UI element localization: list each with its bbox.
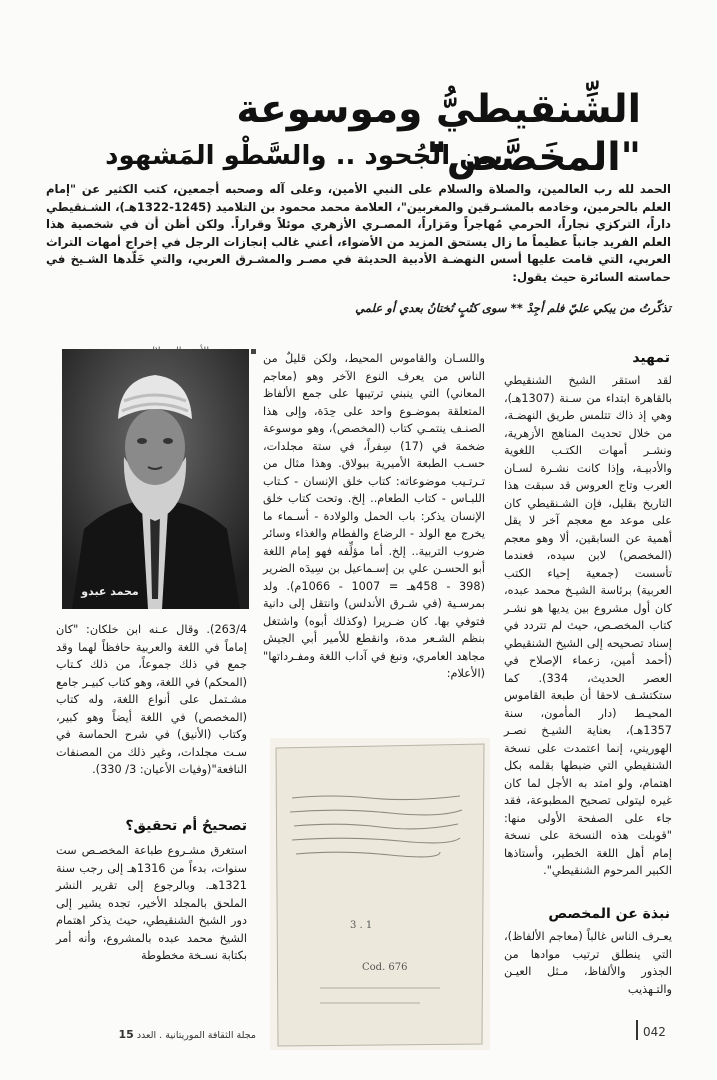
tashih-text: استغرق مشـروع طباعة المخصـص ست سنوات، بدءاً من 1316هـ إلى رجب سنة 1321هـ. وبالرجوع إلى تقرير النشر الملحق بالمجلد الأخير، تجده يشير إلى دور الشيخ الشنقيطي، حيث يذكر اهتمام الشيخ محمد عبده بالمشروع، وأنه أمر بكتابة نسـخة مخطوطة bbox=[56, 844, 247, 962]
column-middle bbox=[263, 350, 485, 735]
manuscript-code: Cod. 676 bbox=[362, 962, 408, 973]
poem-verse: تذكّرتُ من يبكي عليّ فلم أجِدْ ** سوى كتُبٍ تُختانُ بعدي أو علمي bbox=[355, 301, 671, 315]
footer-magazine bbox=[56, 1028, 256, 1041]
section-heading-tashih: تصحيحُ أم تحقيق؟ bbox=[125, 818, 247, 834]
tamheed-text: لقد استقر الشيخ الشنقيطي بالقاهرة ابتداء من سـنة (1307هـ)، وهي إذ ذاك تتلمس طريق النهضـة، من خلال تحديث المناهج الأزهرية، ونشـر أمهات الكتـب اللغوية والأدبيـة، وإذا كانت نشـرة لسـان العرب وتاج العروس قد سبقت هذا التاريخ بقليل، فإن الشـنقيطي كان على موعد مع معجم آخر لا يقل أهمية عن السابقين، ألا وهو معجم (المخصص) لابن سيده، فعندما تأسست (جمعية إحياء الكتب العربية) برئاسة الشيـخ محمد عبده، كان أول مشروع بين يديها هو نشـر كتاب المخصـص، حيث لم تتردد في إسناد تصحيحه إلى الشيخ الشنقيطي (أحمد أمين، زعماء الإصلاح في العصر الحديث، 334). كما ستكتشـف لاحقا أن طبعة القاموس المحيـط (دار المأمون، سنة 1357هـ)، بعناية الشيـخ نصـر الهوريني، إنما اعتمدت على نسخة الشنقيطي التي ضبطها بقلمه بكل اهتمام، ولو امتد به الأجل لما كان غيره ليتولى تصحيح المطبوعة، فقد جاء على الصفحة الأولى منها: "قوبلت هذه النسخة على نسخة إمام أهل اللغة الخطير، وأستاذها الكبير المرحوم الشنقيطي". bbox=[504, 374, 672, 877]
portrait-photo bbox=[62, 349, 249, 609]
section-heading-tamheed: تمهيد bbox=[632, 350, 670, 366]
intro-paragraph: الحمد لله رب العالمين، والصلاة والسلام على النبي الأمين، وعلى آله وصحبه أجمعين، كتب الكثير عن "إمام العلم بالحرمين، وخادمه بالمشـرقين والمغربين"، العلامة محمد محمود بن التلاميد (1245-1322هـ)، الشـنقيطي داراً، التركزي نجاراً، الحرمي مُهاجراً ومَزاراً، المصـري الأزهري موئلاً وقراراً. ولكن أظن أن في شخصية هذا العلم الفريد جانباً عظيماً ما زال يستحق المزيد من الأضواء، أعني غالب إنجازات الرجل في إخراج أمهات التراث العربي، التي قامت عليها أسس النهضـة الأدبية الحديثة في مصـر والمشـرق العربي، والتي خَلّدها الشـيخ في حماسته السائرة حيث يقول: bbox=[46, 182, 671, 284]
manuscript-mark: 3 . 1 bbox=[350, 920, 373, 931]
left-top-text: 263/4). وقال عـنه ابن خلكان: "كان إماماً في اللغة والعربية حافظاً لهما وقد جمع في ذلك جموعاً، من ذلك كـتاب (المحكم) في اللغة، وهو كتاب كبيـر جامع مشـتمل على أنواع اللغة، وله كتاب (المخصص) في اللغة أيضاً وهو كبير، وكتاب (الأنيق) في شرح الحماسة في سـت مجلدات، وغير ذلك من المصنفات النافعة"(وفيات الأعيان: 3/ 330). bbox=[56, 623, 247, 776]
column-right bbox=[504, 372, 672, 904]
column-right-bottom bbox=[504, 928, 672, 996]
article-intro bbox=[46, 181, 671, 311]
photo-caption: محمد عبدو bbox=[81, 585, 139, 598]
section-heading-nubdha: نبذة عن المخصص bbox=[548, 906, 670, 922]
middle-text: واللسـان والقاموس المحيط، ولكن قليلٌ من الناس من يعرف النوع الآخر وهو (معاجم المعاني) التي ينبني ترتيبها على جمع الألفاظ المتعلقة بموضـوع واحد على حِدَة، وإلى هذا الصنـف ينتمـي كتاب (المخصص)، وهو موسوعة ضخمة في (17) سِفراً، في ستة مجلدات، حسـب الطبعة الأميرية ببولاق. وهذا مثال من تـرتـيب موضوعاته: كتاب خلق الإنسان - كـتاب اللبـاس - كتاب الطعام.. إلخ. وتحت كتاب خلق الإنسان يذكر: باب الحمل والولادة - أسـماء ما يخرج مع الولد - الرضاع والفطام والغذاء وسائر ضروب التربية.. إلخ. أما مؤلِّفه فهو إمام اللغة أبو الحسـن علي بن إسـماعيل بن سِيدَه الضرير (398 - 458هـ = 1007 - 1066م). ولد بمرسـية (في شـرق الأندلس) وانتقل إلى دانية فتوفي بها. كان ضـريرا (وكذلك أبوه) واشتغل بنظم الشـعر مدة، وانقطع للأمير أبي الجيش مجاهد العامري، ونبغ في آداب اللغة ومفـرداتها"(الأعلام: bbox=[263, 352, 485, 680]
manuscript-image bbox=[270, 738, 490, 1050]
article-title: الشِّنقيطيُّ وموسوعة "المخَصَّص" bbox=[236, 87, 641, 180]
nubdha-text: يعـرف الناس غالباً (معاجم الألفاظ)، التي ينطلق ترتيب موادها من الجذور والألفاظ، مـثل العيـن والتـهذيب bbox=[504, 930, 672, 996]
bullet-square-icon bbox=[251, 349, 256, 354]
footer-issue-number: 15 bbox=[118, 1028, 134, 1041]
footer-magazine-name: مجلة الثقافة الموريتانية . العدد bbox=[136, 1030, 256, 1041]
column-left-bottom bbox=[56, 842, 247, 990]
article-subtitle: بين الجُحود .. والسَّطْو المَشهود bbox=[105, 141, 503, 171]
page-number: 042 bbox=[643, 1025, 666, 1039]
column-left-top bbox=[56, 621, 247, 816]
page-number-divider bbox=[636, 1020, 638, 1040]
